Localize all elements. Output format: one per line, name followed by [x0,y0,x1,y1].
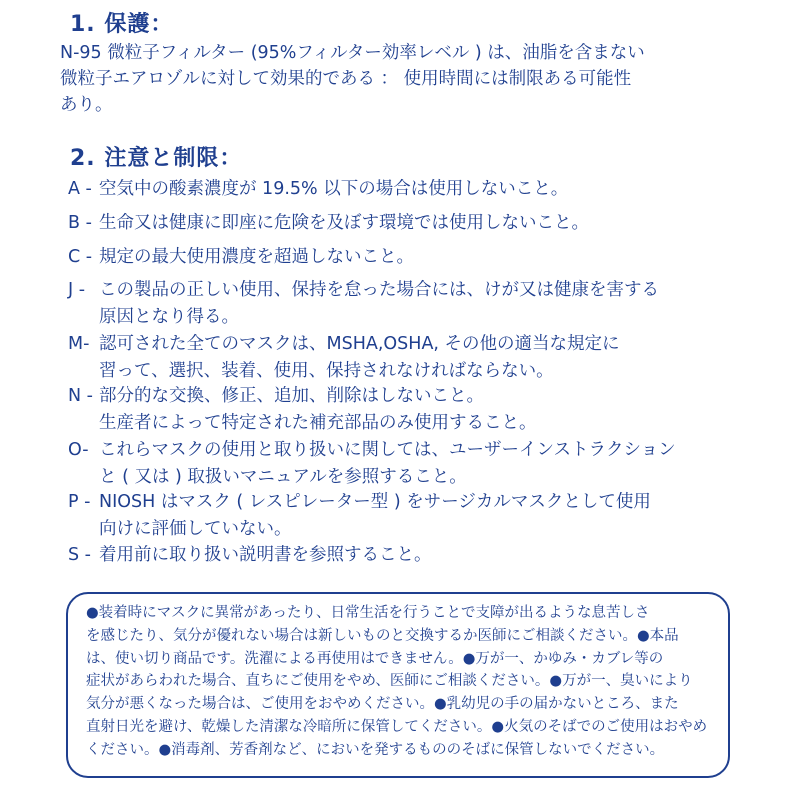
item-text [99,210,759,237]
item-letter: P - [68,492,91,512]
notice-line: 症状があらわれた場合、直ちにご使用をやめ、医師にご相談ください。●万が一、臭いにより [86,673,693,690]
item-line: 着用前に取り扱い説明書を参照すること。 [99,545,432,565]
item-line: NIOSH はマスク ( レスピレーター型 ) をサージカルマスクとして使用 [99,492,651,512]
section-1-body [60,40,770,118]
section-1-line: N-95 微粒子フィルター (95%フィルター効率レベル ) は、油脂を含まない [60,43,645,63]
item-line: と ( 又は ) 取扱いマニュアルを参照すること。 [99,467,467,487]
notice-line: ●装着時にマスクに異常があったり、日常生活を行うことで支障が出るような息苦しさ [86,605,650,621]
item-letter: O- [68,440,89,460]
item-text [99,244,759,271]
item-text [99,331,759,385]
item-line: これらマスクの使用と取り扱いに関しては、ユーザーインストラクション [99,440,676,460]
notice-line: 気分が悪くなった場合は、ご使用をおやめください。●乳幼児の手の届かないところ、また [86,696,679,713]
item-text [99,176,759,203]
section-1-line: 微粒子エアロゾルに対して効果的である ： 使用時間には制限ある可能性 [60,69,632,89]
item-line: 部分的な交換、修正、追加、削除はしないこと。 [99,386,484,406]
item-letter: J - [68,280,86,300]
item-text [99,383,759,437]
item-line: 認可された全てのマスクは、MSHA,OSHA, その他の適当な規定に [99,334,620,354]
notice-line: は、使い切り商品です。洗濯による再使用はできません。●万が一、かゆみ・カブレ等の [86,650,664,667]
item-text [99,489,759,543]
item-letter: C - [68,247,93,267]
item-line: 習って、選択、装着、使用、保持されなければならない。 [99,361,554,381]
notice-line: を感じたり、気分が優れない場合は新しいものと交換するか医師にご相談ください。●本品 [86,627,679,644]
item-text [99,277,759,331]
item-line: 生命又は健康に即座に危険を及ぼす環境では使用しないこと。 [99,213,589,233]
notice-box [66,592,730,778]
item-line: 空気中の酸素濃度が 19.5% 以下の場合は使用しないこと。 [99,179,569,199]
item-line: 向けに評価していない。 [99,519,292,539]
notice-line: ください。●消毒剤、芳香剤など、においを発するもののそばに保管しないでください。 [86,741,665,758]
item-line: 生産者によって特定された補充部品のみ使用すること。 [99,413,537,433]
section-2-heading: 2. 注意と制限： [70,146,243,171]
item-letter: N - [68,386,93,406]
item-text [99,437,759,491]
section-1-heading: 1. 保護： [70,12,174,37]
item-letter: A - [68,179,92,199]
item-line: この製品の正しい使用、保持を怠った場合には、けが又は健康を害する [99,280,659,300]
item-letter: B - [68,213,92,233]
notice-line: 直射日光を避け、乾燥した清潔な冷暗所に保管してください。●火気のそばでのご使用はおやめ [86,718,708,735]
section-1-line: あり。 [60,95,113,115]
item-text [99,542,759,569]
item-line: 原因となり得る。 [99,307,239,327]
item-letter: M- [68,334,90,354]
item-letter: S - [68,545,91,565]
item-line: 規定の最大使用濃度を超過しないこと。 [99,247,414,267]
